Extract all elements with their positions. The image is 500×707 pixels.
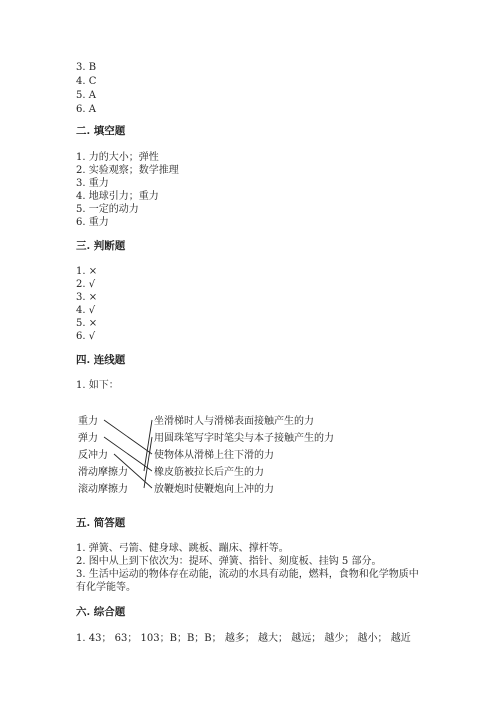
section-heading-comprehensive: 六. 综合题 xyxy=(76,606,126,618)
answer-line: 1. 力的大小；弹性 xyxy=(76,152,159,163)
match-left-label: 反冲力 xyxy=(78,450,108,461)
match-right-label: 坐滑梯时人与滑梯表面接触产生的力 xyxy=(154,416,314,427)
match-left-label: 重力 xyxy=(78,416,98,427)
answer-line: 4. 地球引力；重力 xyxy=(76,191,159,202)
match-right-label: 放鞭炮时使鞭炮向上冲的力 xyxy=(154,484,274,495)
answer-line: 2. 图中从上到下依次为：提环、弹簧、指针、刻度板、挂钩 5 部分。 xyxy=(76,556,382,567)
matching-diagram xyxy=(72,410,372,500)
answer-line: 5. 一定的动力 xyxy=(76,204,139,215)
answer-line: 3. × xyxy=(76,292,98,303)
section-heading-matching: 四. 连线题 xyxy=(76,354,126,366)
answer-line: 1. 43； 63； 103；B；B；B； 越多； 越大； 越远； 越少； 越小； 越近 xyxy=(76,633,411,644)
match-right-label: 橡皮筋被拉长后产生的力 xyxy=(154,467,264,478)
answer-line: 4. √ xyxy=(76,305,96,316)
section-heading-fill-blank: 二. 填空题 xyxy=(76,125,126,137)
match-left-label: 滑动摩擦力 xyxy=(78,467,128,478)
match-left-label: 弹力 xyxy=(78,433,98,444)
match-connector-line xyxy=(104,420,152,454)
answer-line: 3. B xyxy=(76,62,97,73)
answer-line: 2. √ xyxy=(76,279,96,290)
answer-line: 1. × xyxy=(76,266,98,277)
matching-intro: 1. 如下： xyxy=(76,380,119,391)
answer-line: 2. 实验观察；数学推理 xyxy=(76,165,179,176)
answer-line: 3. 生活中运动的物体存在动能，流动的水具有动能，燃料，食物和化学物质中 xyxy=(76,569,419,580)
match-right-label: 使物体从滑梯上往下滑的力 xyxy=(154,450,274,461)
answer-line: 6. 重力 xyxy=(76,217,109,228)
section-heading-true-false: 三. 判断题 xyxy=(76,240,126,252)
match-left-label: 滚动摩擦力 xyxy=(78,484,128,495)
match-right-label: 用圆珠笔写字时笔尖与本子接触产生的力 xyxy=(154,433,334,444)
section-heading-short-answer: 五. 简答题 xyxy=(76,517,126,529)
answer-line: 3. 重力 xyxy=(76,178,109,189)
answer-line: 5. × xyxy=(76,318,98,329)
answer-line: 5. A xyxy=(76,90,96,101)
answer-line: 1. 弹簧、弓箭、健身球、跳板、蹦床、撑杆等。 xyxy=(76,543,289,554)
answer-line: 6. √ xyxy=(76,331,96,342)
answer-line: 4. C xyxy=(76,76,97,87)
answer-line: 有化学能等。 xyxy=(76,582,136,593)
answer-line: 6. A xyxy=(76,104,96,115)
